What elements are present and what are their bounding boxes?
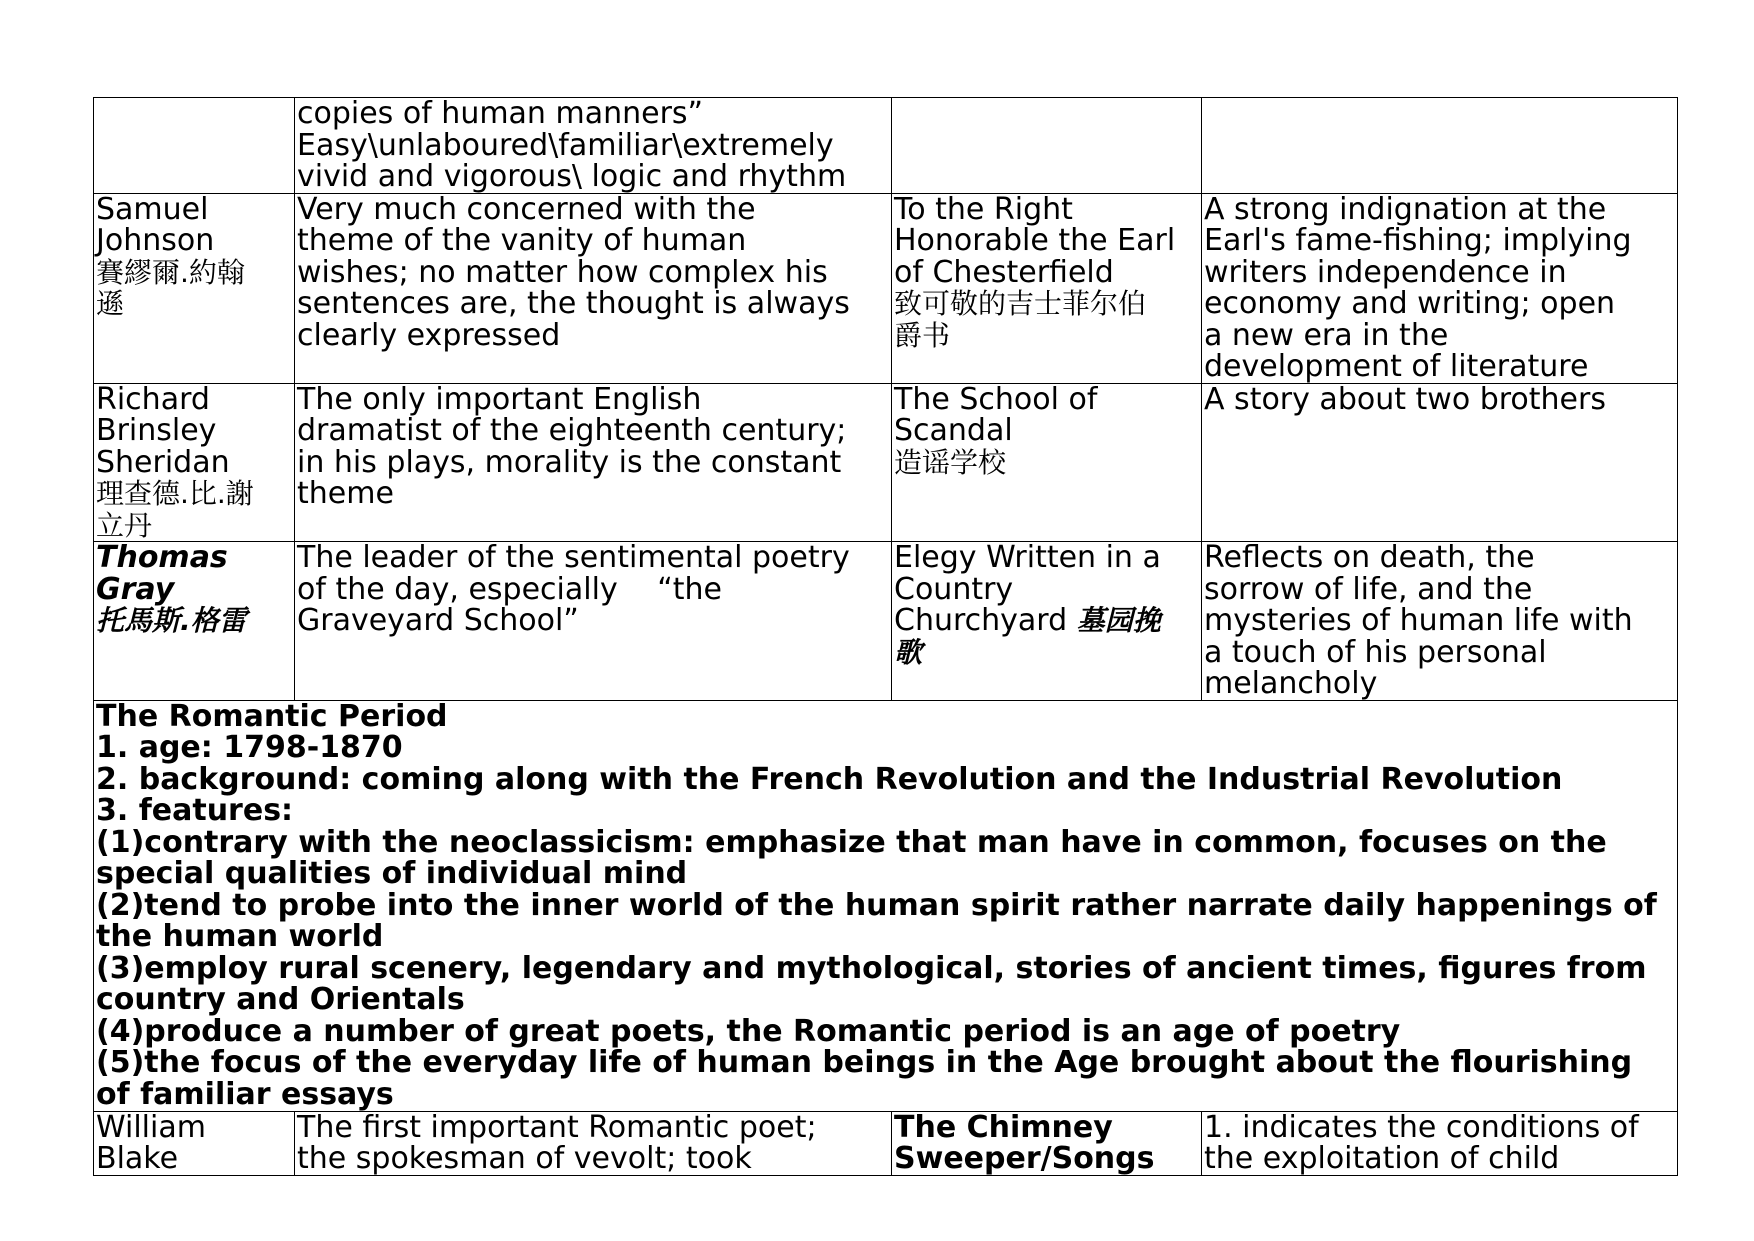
text-line: 3. features:	[96, 793, 294, 828]
table-row	[94, 1111, 1678, 1175]
description-cell	[295, 1111, 892, 1175]
text-line: vivid and vigorous\ logic and rhythm	[297, 159, 847, 193]
table-row	[94, 383, 1678, 542]
text-line: economy and writing; open	[1204, 286, 1616, 321]
description-cell	[295, 542, 892, 701]
text-line: Earl's fame-fishing; implying	[1204, 223, 1632, 258]
text-line: 1. age: 1798-1870	[96, 730, 403, 765]
text-line: Churchyard	[894, 603, 1077, 638]
text-line: theme	[297, 476, 394, 511]
table-row	[94, 193, 1678, 383]
text-line: a touch of his personal	[1204, 634, 1547, 670]
text-line: The only important English	[297, 383, 702, 417]
author-cell	[94, 193, 295, 383]
text-line: Easy\unlaboured\familiar\extremely	[297, 127, 834, 163]
text-line: Country	[894, 571, 1014, 607]
author-cell	[94, 542, 295, 701]
text-line: To the Right	[894, 193, 1073, 227]
text-line: (4)produce a number of great poets, the Romantic period is an age of poetry	[96, 1013, 1401, 1049]
text-line: Very much concerned with the	[297, 193, 756, 227]
text-line: The Chimney	[894, 1111, 1113, 1145]
description-cell	[295, 383, 892, 542]
table-row	[94, 98, 1678, 194]
text-line: mysteries of human life with	[1204, 603, 1633, 638]
text-line: Sheridan	[96, 444, 230, 480]
text-line: A strong indignation at the	[1204, 193, 1607, 227]
work-cell	[892, 383, 1202, 542]
text-line: dramatist of the eighteenth century;	[297, 413, 847, 448]
text-line: development of literature	[1204, 349, 1589, 383]
text-line: 2. background: coming along with the French Revolution and the Industrial Revolution	[96, 761, 1563, 797]
author-cell	[94, 383, 295, 542]
text-line: Brinsley	[96, 413, 217, 448]
text-line: A story about two brothers	[1204, 383, 1606, 417]
text-line: 理查德.比.謝	[96, 477, 254, 510]
work-cell	[892, 193, 1202, 383]
text-line: clearly expressed	[297, 317, 561, 353]
text-line: 立丹	[96, 508, 153, 542]
text-line: (1)contrary with the neoclassicism: emphasize that man have in common, focuses on the	[96, 824, 1607, 860]
text-line: Richard	[96, 383, 210, 417]
text-line: a new era in the	[1204, 317, 1449, 353]
text-line: The School of	[894, 383, 1098, 417]
text-line: Honorable the Earl	[894, 223, 1176, 258]
text-line: Johnson	[96, 223, 215, 258]
text-line: of the day, especially “the	[297, 571, 723, 607]
work-cell	[892, 542, 1202, 701]
text-line: sentences are, the thought is always	[297, 286, 850, 321]
text-line: (3)employ rural scenery, legendary and mythological, stories of ancient times, figures from	[96, 950, 1647, 986]
text-line: country and Orientals	[96, 982, 465, 1017]
text-line: sorrow of life, and the	[1204, 571, 1533, 607]
text-line: 遜	[96, 287, 125, 320]
text-line: Reflects on death, the	[1204, 541, 1535, 575]
text-line: 致可敬的吉士菲尔伯	[894, 287, 1147, 320]
text-line: writers independence in	[1204, 254, 1567, 290]
text-line: 造谣学校	[894, 445, 1007, 479]
text-line: Scandal	[894, 413, 1013, 448]
note-cell	[1202, 542, 1678, 701]
work-cell	[892, 1111, 1202, 1175]
text-line: theme of the vanity of human	[297, 223, 747, 258]
description-cell	[295, 98, 892, 194]
text-line: 1. indicates the conditions of	[1204, 1111, 1639, 1145]
text-line: copies of human manners”	[297, 97, 704, 131]
text-line: Thomas	[96, 541, 228, 575]
text-line: The first important Romantic poet;	[297, 1111, 817, 1145]
note-cell	[1202, 98, 1678, 194]
text-line: Blake	[96, 1141, 179, 1175]
text-line: Gray	[96, 571, 175, 607]
text-line: special qualities of individual mind	[96, 856, 688, 891]
text-line: (5)the focus of the everyday life of human beings in the Age brought about the flourishing	[96, 1045, 1633, 1080]
text-line: the spokesman of vevolt; took	[297, 1141, 752, 1175]
section-heading: The Romantic Period	[96, 700, 448, 734]
table-row	[94, 700, 1678, 1111]
text-line: wishes; no matter how complex his	[297, 254, 828, 290]
text-line: 托馬斯.格雷	[96, 604, 247, 637]
text-line: Samuel	[96, 193, 209, 227]
text-line: in his plays, morality is the constant	[297, 444, 842, 480]
text-line: of Chesterfield	[894, 254, 1114, 290]
work-cell	[892, 98, 1202, 194]
text-line: of familiar essays	[96, 1076, 394, 1111]
text-line: 爵书	[894, 318, 951, 352]
text-line: Elegy Written in a	[894, 541, 1161, 575]
period-overview-cell	[94, 700, 1678, 1111]
text-line: Sweeper/Songs	[894, 1141, 1155, 1175]
note-cell	[1202, 1111, 1678, 1175]
author-cell	[94, 1111, 295, 1175]
text-line: William	[96, 1111, 206, 1145]
table-row	[94, 542, 1678, 701]
description-cell	[295, 193, 892, 383]
author-cell	[94, 98, 295, 194]
literature-table	[93, 97, 1678, 1176]
note-cell	[1202, 193, 1678, 383]
text-line: 賽繆爾.約翰	[96, 255, 245, 289]
text-line: Graveyard School”	[297, 603, 579, 638]
text-line: melancholy	[1204, 666, 1378, 700]
text-line: the human world	[96, 919, 384, 954]
text-line: (2)tend to probe into the inner world of the human spirit rather narrate daily happenings of	[96, 887, 1657, 923]
text-line: 墓园挽	[1076, 604, 1161, 637]
text-line: the exploitation of child	[1204, 1141, 1560, 1175]
text-line: 歌	[894, 635, 923, 669]
text-line: The leader of the sentimental poetry	[297, 541, 850, 575]
note-cell	[1202, 383, 1678, 542]
